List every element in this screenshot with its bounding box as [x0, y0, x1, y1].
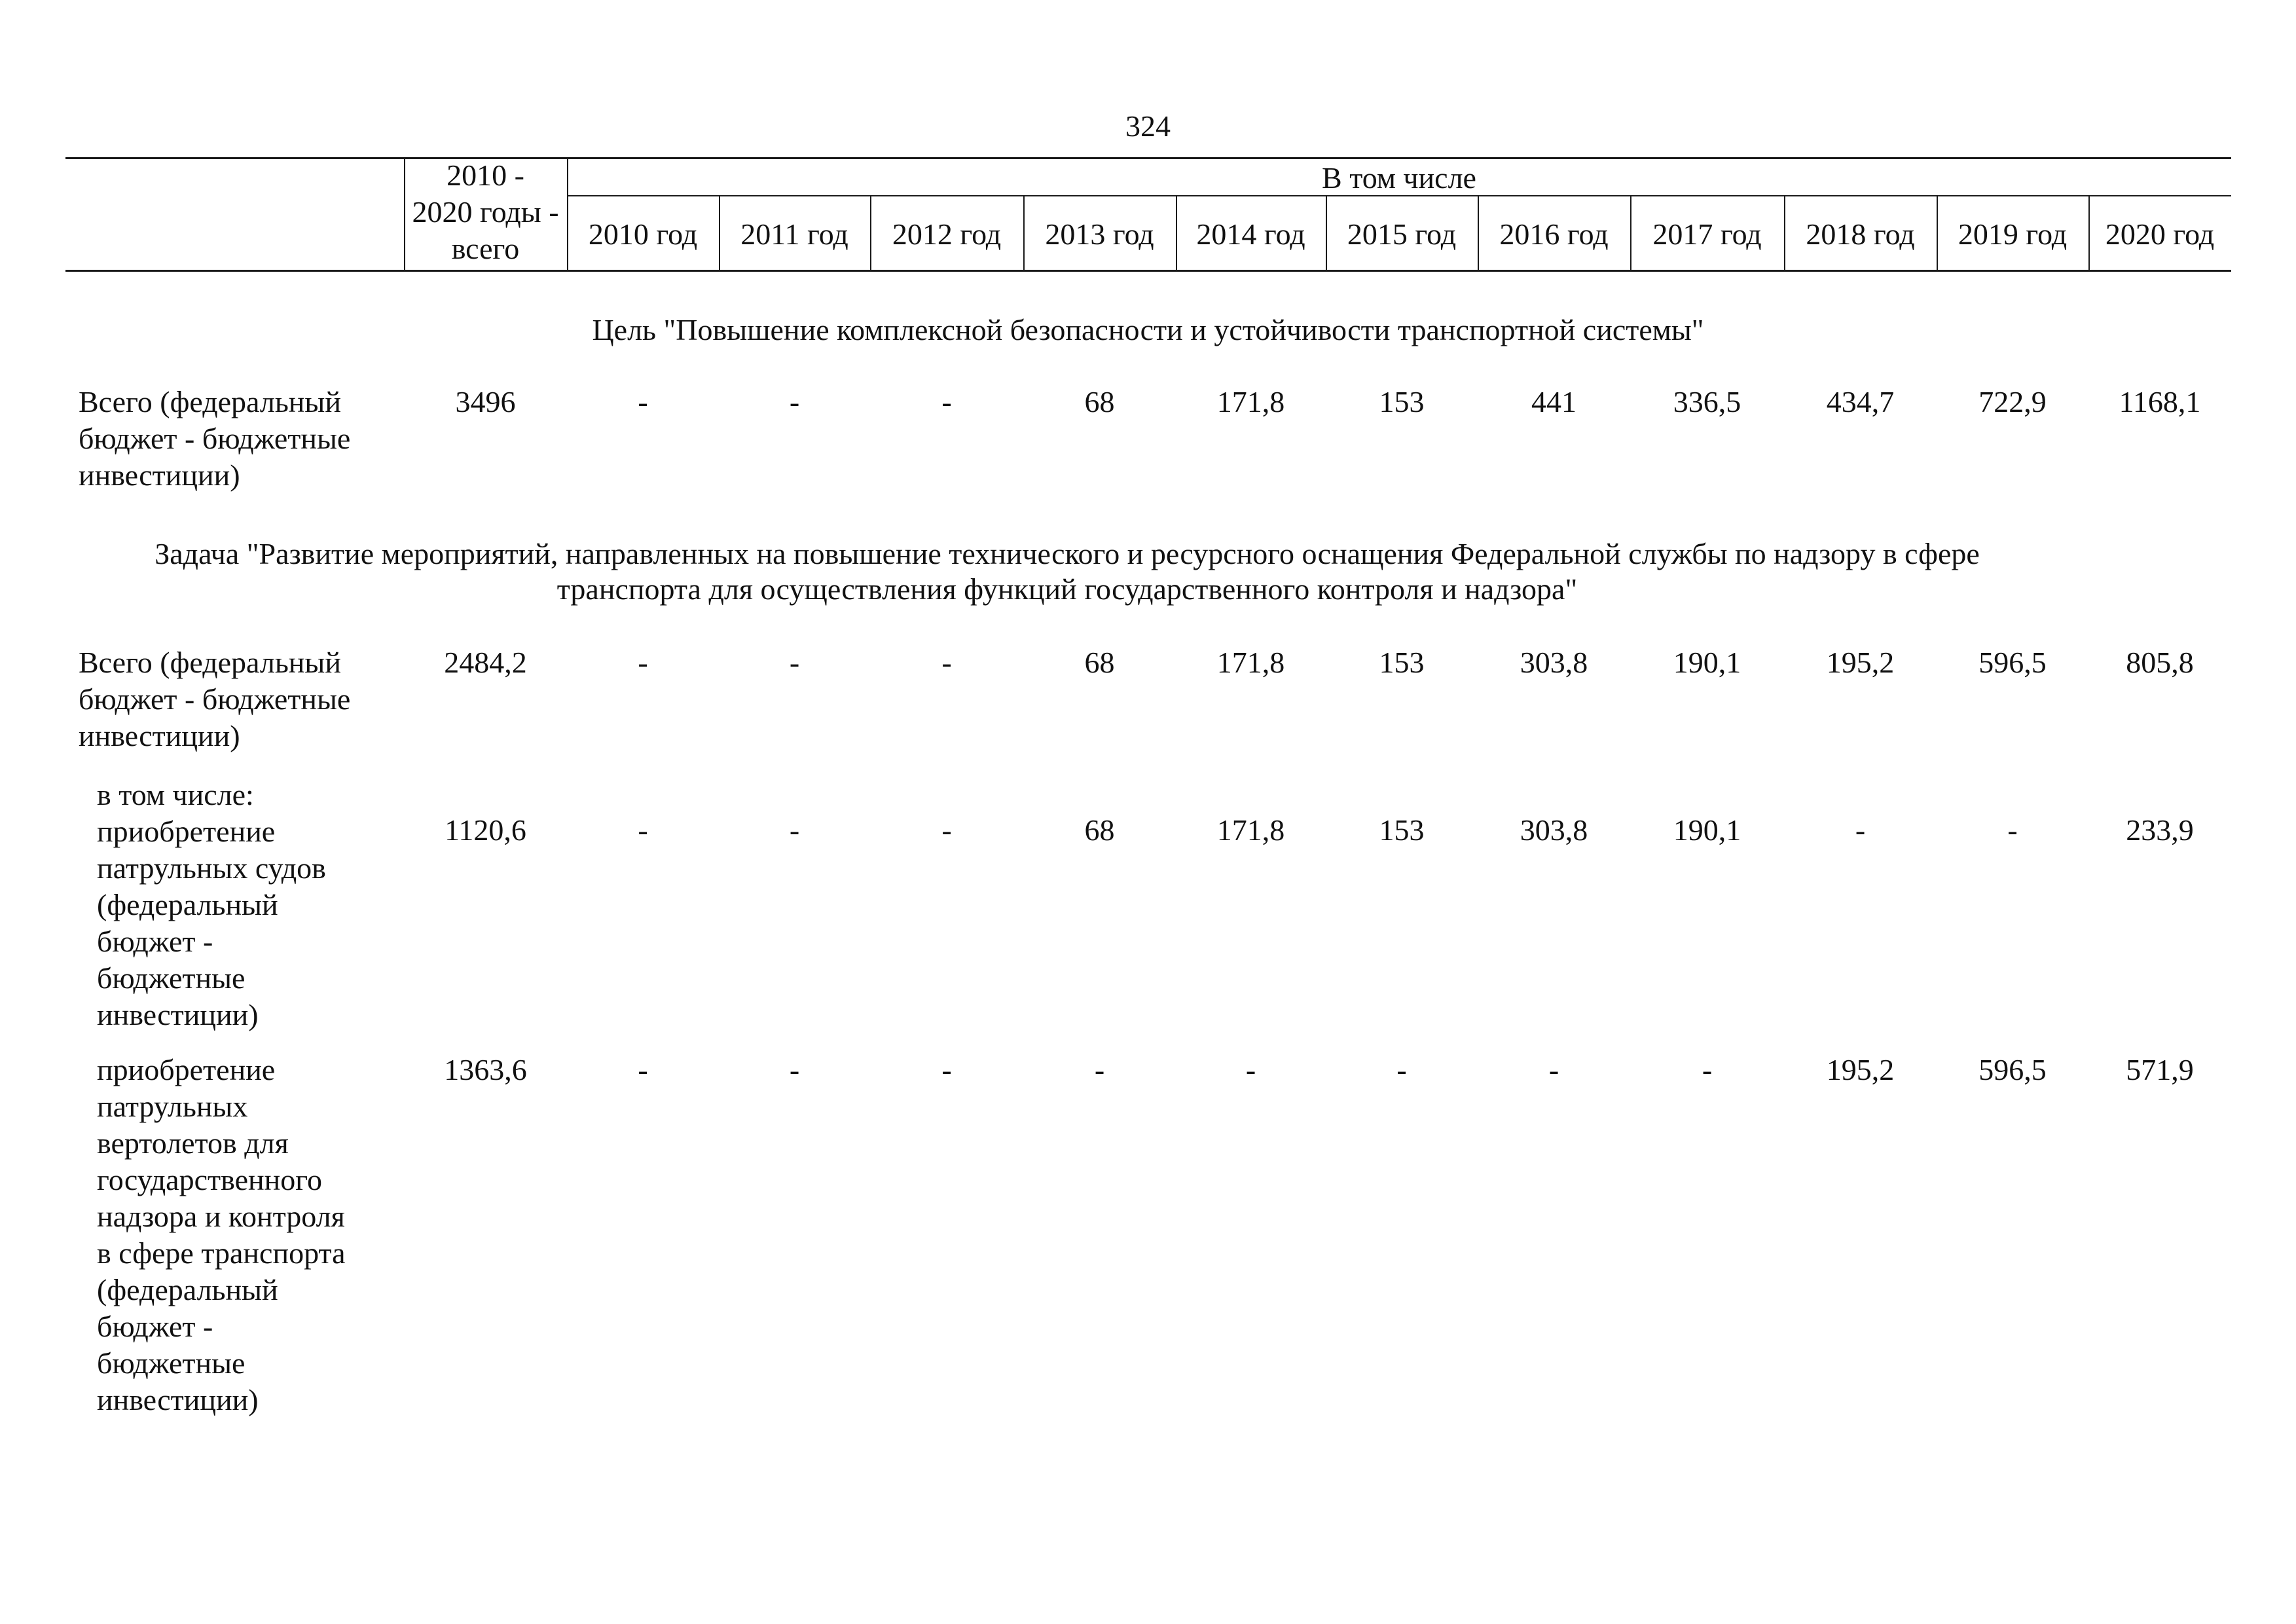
task-row-value-cell: - [789, 646, 800, 679]
helicopters-row-value-cell: - [1094, 1053, 1105, 1086]
ships-row-value-cell: 233,9 [2126, 813, 2194, 847]
helicopters-row-value-cell: - [1396, 1053, 1407, 1086]
year-column-header: 2010 год [588, 217, 698, 251]
ships-row-value-cell: - [941, 813, 952, 847]
helicopters-row-value-cell: - [789, 1053, 800, 1086]
year-column-header: 2016 год [1499, 217, 1609, 251]
goal-row-value-cell: 722,9 [1978, 385, 2047, 418]
helicopters-row-total: 1363,6 [444, 1053, 527, 1086]
task-row-label: Всего (федеральный бюджет - бюджетные инвестиции) [79, 646, 351, 752]
goal-row-value-cell: 153 [1379, 385, 1425, 418]
year-column-header: 2017 год [1652, 217, 1762, 251]
task-row-value-cell: - [638, 646, 648, 679]
ships-row-value-cell: 303,8 [1520, 813, 1588, 847]
helicopters-row-value-cell: - [638, 1053, 648, 1086]
task-row-value-cell: 171,8 [1216, 646, 1285, 679]
helicopters-row-value-cell: - [1548, 1053, 1559, 1086]
task-row-value-cell: 153 [1379, 646, 1425, 679]
ships-row-total: 1120,6 [445, 813, 526, 847]
ships-row-value-cell: - [789, 813, 800, 847]
goal-row-value-cell: 434,7 [1826, 385, 1895, 418]
ships-row-value-cell: 153 [1379, 813, 1425, 847]
table-top-rule [65, 157, 2231, 159]
task-row-value-cell: 190,1 [1673, 646, 1741, 679]
task-row-value-cell: 195,2 [1826, 646, 1895, 679]
goal-row-value-cell: 441 [1531, 385, 1576, 418]
task-row-total: 2484,2 [444, 646, 527, 679]
goal-row-value-cell: - [941, 385, 952, 418]
table-header-bottom-rule [65, 270, 2231, 272]
year-column-header: 2020 год [2105, 217, 2215, 251]
task-row-value-cell: 596,5 [1978, 646, 2047, 679]
task-row-value-cell: 805,8 [2126, 646, 2194, 679]
task-heading-line1: Задача "Развитие мероприятий, направленных на повышение технического и ресурсного оснащения Федеральной службы по надзору в сфере [155, 537, 1980, 570]
goal-row-value-cell: - [638, 385, 648, 418]
year-column-header: 2014 год [1196, 217, 1305, 251]
group-column-header: В том числе [1322, 161, 1476, 194]
ships-row-value-cell: - [638, 813, 648, 847]
total-column-header: 2010 - 2020 годы - всего [412, 158, 559, 265]
ships-row-value-cell: 190,1 [1673, 813, 1741, 847]
goal-row-value-cell: 171,8 [1216, 385, 1285, 418]
helicopters-row-value-cell: - [1245, 1053, 1256, 1086]
goal-row-label: Всего (федеральный бюджет - бюджетные инвестиции) [79, 385, 351, 492]
page-number: 324 [1125, 109, 1171, 143]
goal-row-value-cell: 336,5 [1673, 385, 1741, 418]
helicopters-row-value-cell: - [941, 1053, 952, 1086]
year-column-header: 2015 год [1347, 217, 1457, 251]
goal-row-total: 3496 [455, 385, 516, 418]
goal-row-value-cell: 1168,1 [2119, 385, 2201, 418]
ships-row-value-cell: - [1855, 813, 1866, 847]
helicopters-row-value-cell: 195,2 [1826, 1053, 1895, 1086]
helicopters-row-value-cell: 596,5 [1978, 1053, 2047, 1086]
task-row-value-cell: - [941, 646, 952, 679]
ships-row-value-cell: - [2007, 813, 2018, 847]
year-column-header: 2011 год [740, 217, 848, 251]
year-column-header: 2013 год [1045, 217, 1154, 251]
ships-row-value-cell: 68 [1084, 813, 1115, 847]
ships-row-value-cell: 171,8 [1216, 813, 1285, 847]
goal-row-value-cell: - [789, 385, 800, 418]
goal-heading: Цель "Повышение комплексной безопасности и устойчивости транспортной системы" [592, 313, 1704, 346]
helicopters-row-value-cell: 571,9 [2126, 1053, 2194, 1086]
year-column-header: 2019 год [1958, 217, 2068, 251]
goal-row-value-cell: 68 [1084, 385, 1115, 418]
task-row-value-cell: 303,8 [1520, 646, 1588, 679]
helicopters-row-label: приобретение патрульных вертолетов для государственного надзора и контроля в сфере транспорта (федеральный бюджет - бюджетные инвестиции) [97, 1053, 346, 1416]
task-heading-line2: транспорта для осуществления функций государственного контроля и надзора" [556, 572, 1578, 606]
year-column-header: 2012 год [892, 217, 1002, 251]
task-row-value-cell: 68 [1084, 646, 1115, 679]
helicopters-row-value-cell: - [1702, 1053, 1713, 1086]
year-column-header: 2018 год [1806, 217, 1915, 251]
ships-row-label: в том числе: приобретение патрульных судов (федеральный бюджет - бюджетные инвестиции) [97, 778, 326, 1031]
